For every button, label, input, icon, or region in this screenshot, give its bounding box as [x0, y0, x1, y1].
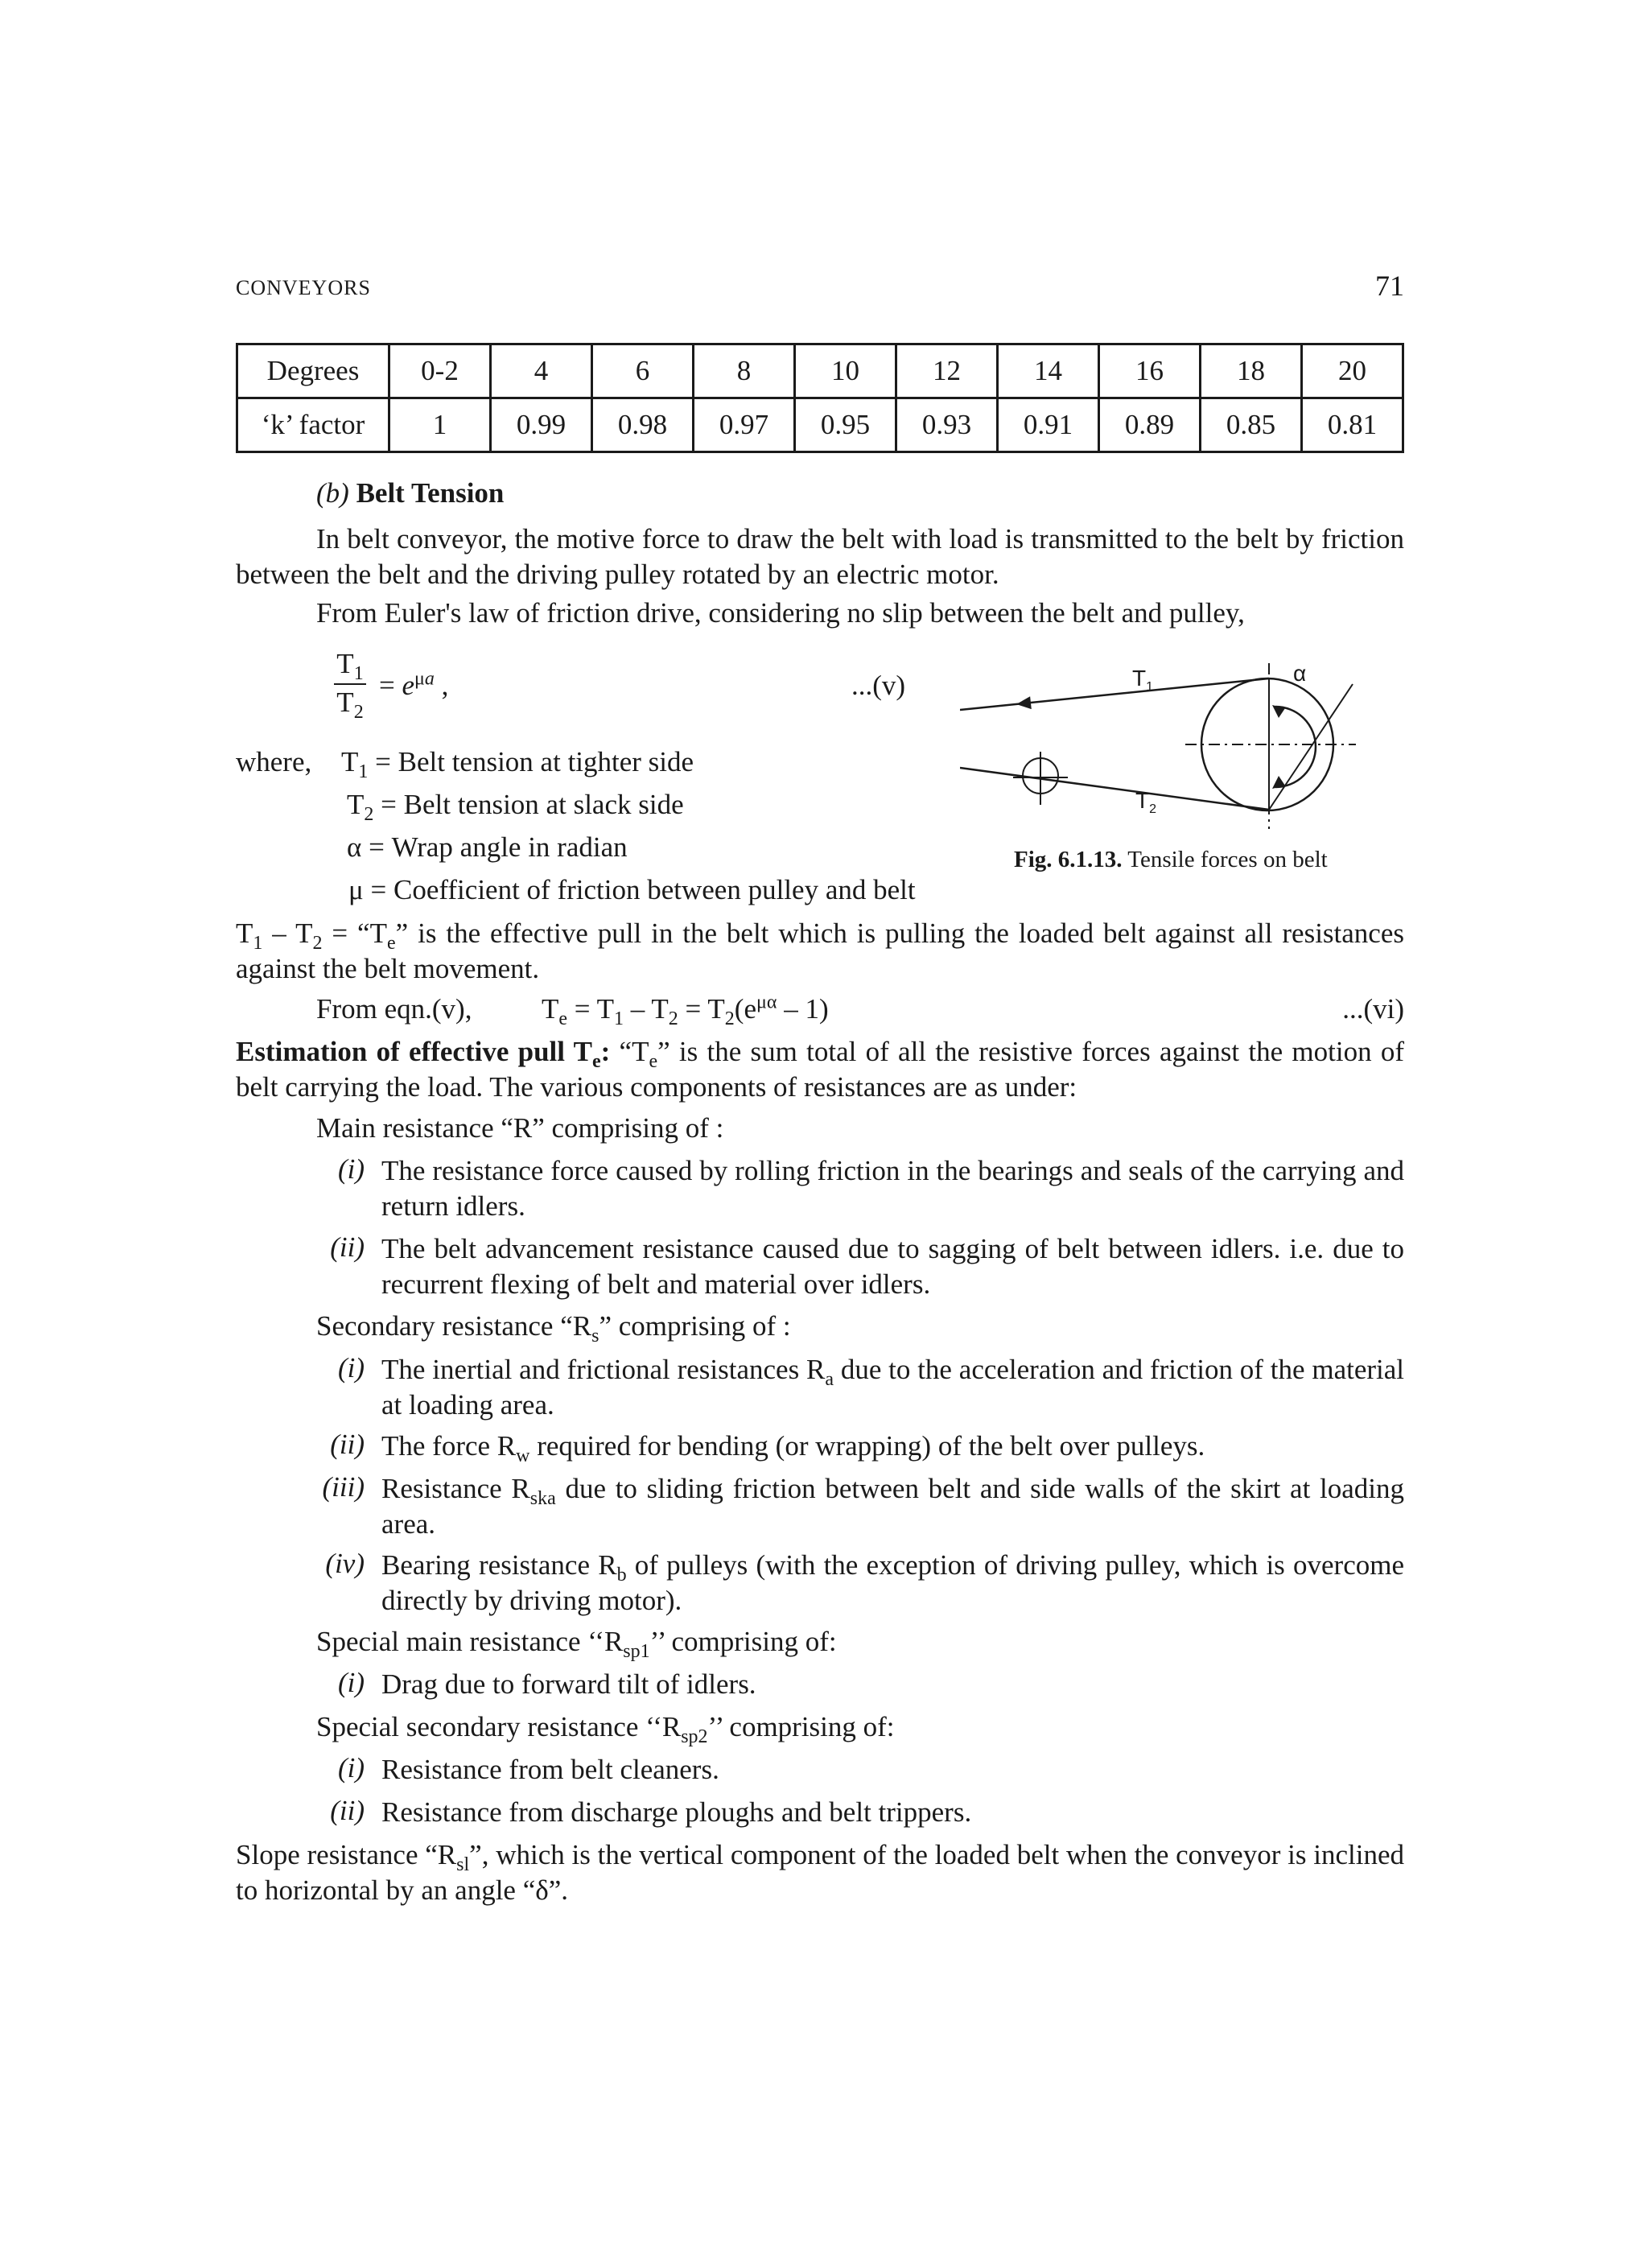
equation-vi-label: ...(vi) [1342, 993, 1404, 1025]
main-item-ii: The belt advancement resistance caused due to sagging of belt between idlers. i.e. due to recurrent flexing of belt and material over idlers. [381, 1233, 1404, 1300]
special-secondary-item-ii: Resistance from discharge ploughs and belt trippers. [381, 1796, 972, 1828]
section-title: Belt Tension [356, 477, 505, 509]
table-cell: 4 [491, 344, 592, 398]
table-cell: 0.93 [896, 398, 998, 452]
table-cell: 0.89 [1099, 398, 1201, 452]
secondary-item-ii: The force $R_w$ required for bending (or wrapping) of the belt over pulleys. [381, 1430, 1205, 1466]
wrap-radius [1269, 684, 1353, 810]
def-mu: μ = Coefficient of friction between pulley and belt [348, 874, 916, 905]
drive-pulley [1201, 678, 1333, 810]
def-alpha: α = Wrap angle in radian [347, 831, 628, 863]
equation-vi: $T_e = T_1 - T_2 = T_2(e^{\mu\alpha} - 1)$ [542, 992, 829, 1029]
intro-paragraph: In belt conveyor, the motive force to draw the belt with load is transmitted to the belt by friction between the belt and the driving pulley rotated by an electric motor. [236, 523, 1404, 590]
from-eqn-label: From eqn.(v), [316, 993, 472, 1025]
running-head: CONVEYORS [236, 276, 371, 299]
main-item-i: The resistance force caused by rolling friction in the bearings and seals of the carrying and return idlers. [381, 1155, 1404, 1222]
table-cell: 6 [592, 344, 694, 398]
table-cell: 0.85 [1201, 398, 1302, 452]
item-number: (iv) [325, 1548, 365, 1579]
table-cell: 14 [998, 344, 1099, 398]
table-cell: ‘k’ factor [237, 398, 389, 452]
table-row [237, 398, 1403, 452]
main-resistance-heading: Main resistance “R” comprising of : [316, 1112, 724, 1144]
belt-arrow [1016, 696, 1032, 711]
item-number: (iii) [322, 1471, 365, 1503]
table-cell: 12 [896, 344, 998, 398]
def-t1: $T_1$ = Belt tension at tighter side [341, 746, 694, 782]
def-t2: $T_2$ = Belt tension at slack side [347, 789, 684, 825]
item-number: (ii) [330, 1795, 365, 1826]
figure-caption [1014, 847, 1328, 873]
slope-resistance-paragraph: Slope resistance “$R_{sl}$”, which is the vertical component of the loaded belt when the conveyor is inclined to horizontal by an angle “δ”. [236, 1839, 1404, 1906]
special-secondary-item-i: Resistance from belt cleaners. [381, 1754, 719, 1785]
effective-pull-paragraph: $T_1 - T_2$ = “$T_e$” is the effective pull in the belt which is pulling the loaded belt against all resistances against the belt movement. [236, 918, 1404, 984]
table-cell: Degrees [237, 344, 389, 398]
slack-belt-line [960, 768, 1269, 810]
item-number: (i) [337, 1153, 365, 1185]
table-cell: 0.99 [491, 398, 592, 452]
section-marker: (b) [316, 477, 349, 509]
label-alpha: α [1293, 661, 1307, 686]
wrap-angle-arc [1275, 707, 1316, 787]
special-secondary-heading: Special secondary resistance ‘‘$R_{sp2}$’’ comprising of: [316, 1711, 895, 1747]
table-cell: 16 [1099, 344, 1201, 398]
item-number: (ii) [330, 1231, 365, 1263]
k-factor-table [236, 343, 1404, 453]
table-cell: 1 [389, 398, 491, 452]
belt-tension-figure [960, 652, 1404, 845]
section-heading [316, 477, 504, 509]
item-number: (i) [337, 1752, 365, 1783]
fraction-t1-t2: $\frac{T_1}{T_2}$ [334, 648, 366, 719]
table-cell: 0-2 [389, 344, 491, 398]
equation-v-label: ...(v) [851, 670, 906, 701]
table-cell: 0.95 [795, 398, 896, 452]
equation-v: = $e^{\mu a}$ , [379, 668, 449, 701]
table-cell: 0.91 [998, 398, 1099, 452]
table-cell: 20 [1302, 344, 1403, 398]
table-cell: 0.98 [592, 398, 694, 452]
label-t1: $T_1$ [1132, 666, 1154, 694]
figure-caption-text: Tensile forces on belt [1127, 847, 1328, 872]
euler-line: From Euler's law of friction drive, considering no slip between the belt and pulley, [316, 597, 1245, 629]
table-cell: 18 [1201, 344, 1302, 398]
table-cell: 0.81 [1302, 398, 1403, 452]
table-cell: 8 [694, 344, 795, 398]
special-main-item-i: Drag due to forward tilt of idlers. [381, 1668, 756, 1700]
item-number: (ii) [330, 1429, 365, 1460]
secondary-resistance-heading: Secondary resistance “$R_s$” comprising of : [316, 1310, 791, 1346]
tight-belt-line [960, 678, 1269, 710]
table-cell: 10 [795, 344, 896, 398]
label-t2: $T_2$ [1135, 788, 1157, 816]
secondary-item-iii: Resistance $R_{ska}$ due to sliding friction between belt and side walls of the skirt at loading area. [381, 1473, 1404, 1540]
item-number: (i) [337, 1667, 365, 1698]
where-label: where, [236, 746, 312, 777]
secondary-item-i: The inertial and frictional resistances $R_a$ due to the acceleration and friction of the material at loading area. [381, 1354, 1404, 1421]
figure-number: Fig. 6.1.13. [1014, 847, 1123, 872]
estimation-paragraph: Estimation of effective pull $T_e$: “$T_e$” is the sum total of all the resistive forces against the motion of belt carrying the load. The various components of resistances are as under: [236, 1036, 1404, 1103]
item-number: (i) [337, 1352, 365, 1383]
page-number: 71 [1375, 270, 1404, 302]
secondary-item-iv: Bearing resistance $R_b$ of pulleys (with the exception of driving pulley, which is overcome directly by driving motor). [381, 1549, 1404, 1616]
table-row [237, 344, 1403, 398]
special-main-heading: Special main resistance ‘‘$R_{sp1}$’’ comprising of: [316, 1626, 837, 1662]
table-cell: 0.97 [694, 398, 795, 452]
